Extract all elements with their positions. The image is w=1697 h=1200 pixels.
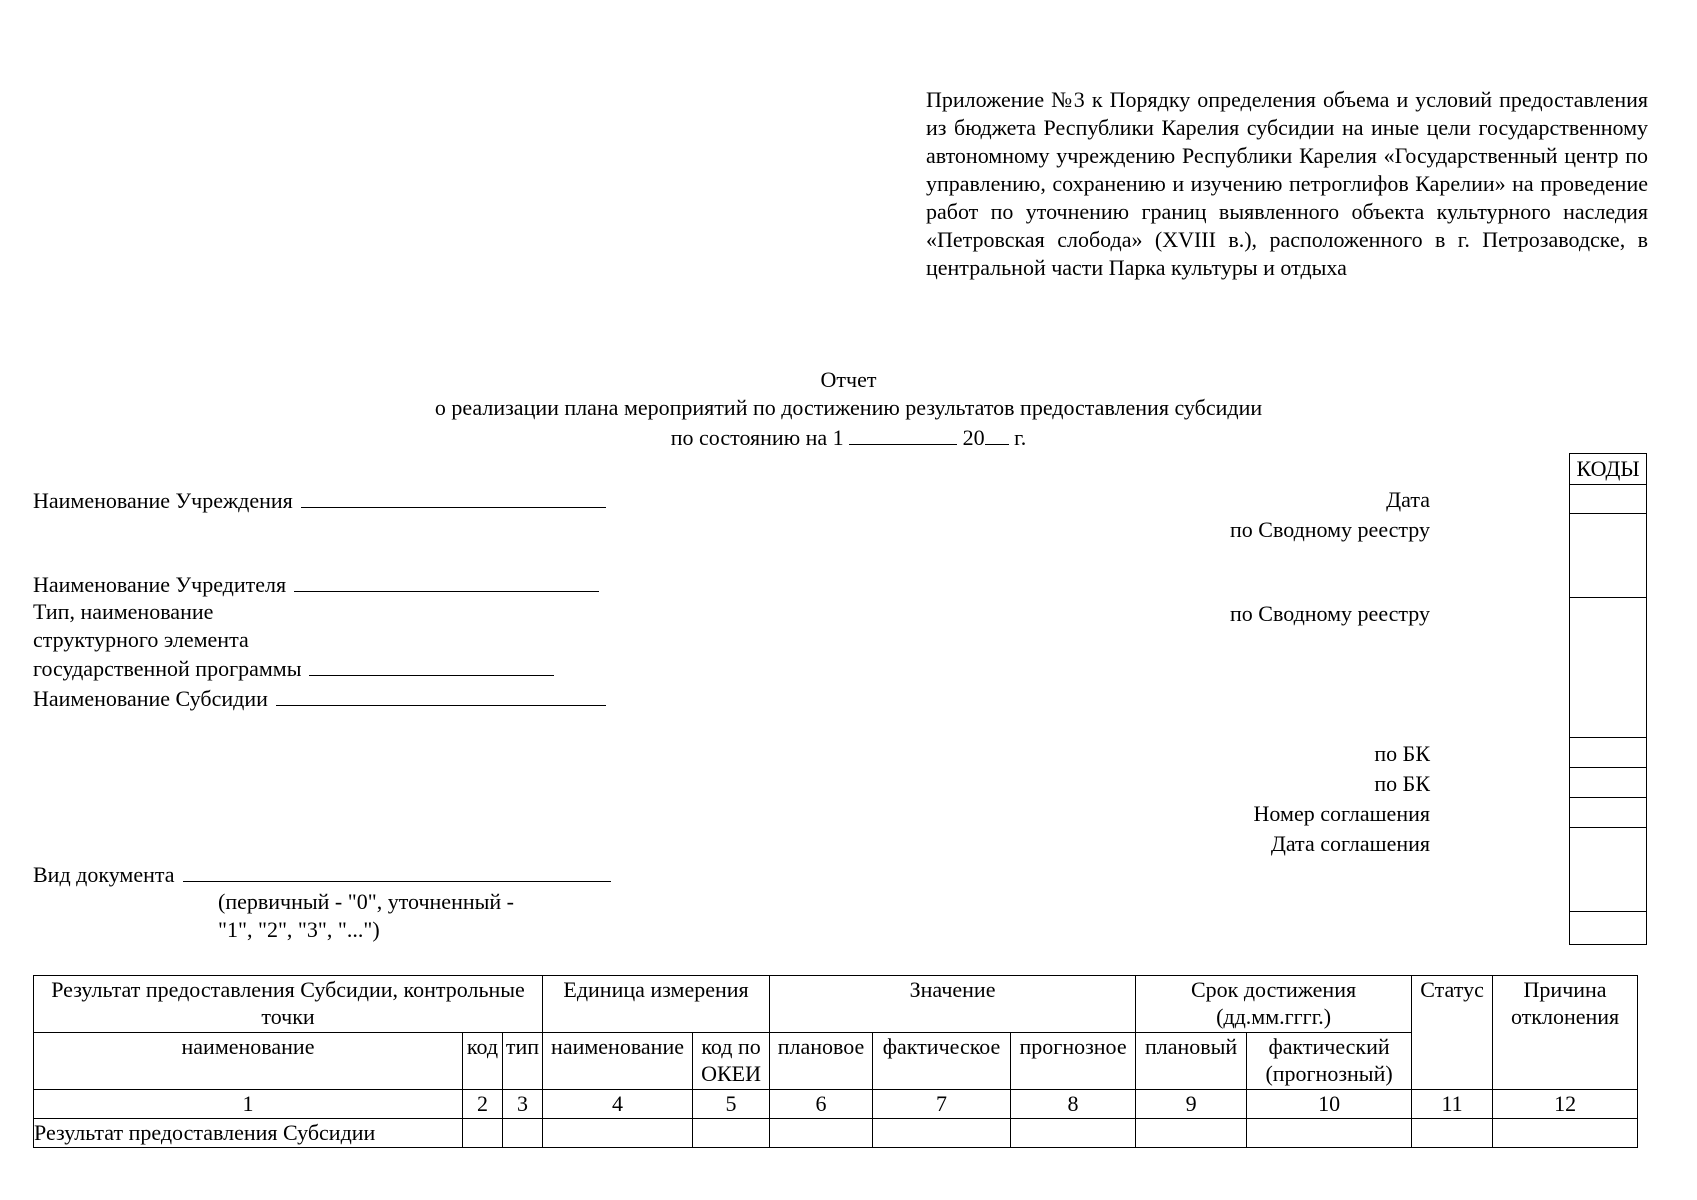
table-cell[interactable] xyxy=(463,1119,503,1148)
program-type-line-2: структурного элемента xyxy=(33,627,249,652)
program-label: государственной программы xyxy=(33,656,302,681)
table-cell[interactable] xyxy=(1136,1119,1247,1148)
table-cell[interactable] xyxy=(1011,1119,1136,1148)
column-number: 6 xyxy=(770,1090,873,1119)
code-cell-agreement-number[interactable] xyxy=(1570,798,1646,828)
title-year-prefix: 20 xyxy=(962,425,985,450)
table-cell[interactable] xyxy=(1412,1119,1493,1148)
doc-type-field xyxy=(33,860,611,889)
title-line-1: Отчет xyxy=(820,367,877,392)
results-table xyxy=(33,975,1638,1148)
table-row xyxy=(34,1119,1638,1148)
code-cell-registry-2[interactable] xyxy=(1570,598,1646,738)
date-year-blank[interactable] xyxy=(985,422,1009,445)
registry-label-2: по Сводному реестру xyxy=(1230,601,1430,626)
code-cell-registry-1[interactable] xyxy=(1570,514,1646,598)
date-month-blank[interactable] xyxy=(849,422,957,445)
institution-label: Наименование Учреждения xyxy=(33,488,293,513)
registry-label-1: по Сводному реестру xyxy=(1230,517,1430,542)
table-cell[interactable] xyxy=(770,1119,873,1148)
code-cell-agreement-date[interactable] xyxy=(1570,828,1646,912)
table-cell[interactable] xyxy=(503,1119,543,1148)
title-line-2: о реализации плана мероприятий по достижению результатов предоставления субсидии xyxy=(434,395,1263,420)
code-cell-doc-type[interactable] xyxy=(1570,912,1646,943)
codes-column xyxy=(1569,453,1647,945)
doc-type-input-line[interactable] xyxy=(183,860,611,882)
subheader-name: наименование xyxy=(34,1033,463,1090)
title-date-prefix: по состоянию на 1 xyxy=(670,425,844,450)
subheader-type: тип xyxy=(503,1033,543,1090)
column-number: 11 xyxy=(1412,1090,1493,1119)
founder-field xyxy=(33,570,599,599)
bk-label-1: по БК xyxy=(1374,741,1430,766)
column-number: 10 xyxy=(1247,1090,1412,1119)
institution-input-line[interactable] xyxy=(301,486,606,508)
doc-type-hint-1: (первичный - "0", уточненный - xyxy=(218,889,514,914)
codes-header: КОДЫ xyxy=(1570,454,1646,485)
subheader-code: код xyxy=(463,1033,503,1090)
header-result: Результат предоставления Субсидии, контрольные точки xyxy=(34,976,543,1033)
column-number: 7 xyxy=(873,1090,1011,1119)
subheader-planned: плановое xyxy=(770,1033,873,1090)
column-number: 3 xyxy=(503,1090,543,1119)
program-input-line[interactable] xyxy=(309,654,554,676)
subheader-forecast: прогнозное xyxy=(1011,1033,1136,1090)
row-result-label: Результат предоставления Субсидии xyxy=(34,1119,463,1148)
header-unit: Единица измерения xyxy=(543,976,770,1033)
header-status: Статус xyxy=(1412,976,1493,1090)
doc-type-hint-2: "1", "2", "3", "...") xyxy=(218,917,380,942)
code-cell-bk-2[interactable] xyxy=(1570,768,1646,798)
institution-field xyxy=(33,486,606,515)
subheader-okei: код по ОКЕИ xyxy=(693,1033,770,1090)
bk-label-2: по БК xyxy=(1374,771,1430,796)
column-number: 9 xyxy=(1136,1090,1247,1119)
subheader-deadline-actual: фактический (прогнозный) xyxy=(1247,1033,1412,1090)
subsidy-input-line[interactable] xyxy=(276,684,606,706)
column-number: 2 xyxy=(463,1090,503,1119)
agreement-date-label: Дата соглашения xyxy=(1270,831,1430,856)
subsidy-field xyxy=(33,684,606,713)
column-number: 12 xyxy=(1493,1090,1638,1119)
column-number: 8 xyxy=(1011,1090,1136,1119)
date-label: Дата xyxy=(1386,487,1430,512)
appendix-text: Приложение №3 к Порядку определения объема и условий предоставления из бюджета Республики Карелия субсидии на иные цели государственному автономному учреждению Республики Карелия «Государственный центр по управлению, сохранению и изучению петроглифов Карелии» на проведение работ по уточнению границ выявленного объекта культурного наследия «Петровская слобода» (XVIII в.), расположенного в г. Петрозаводске, в центральной части Парка культуры и отдыха xyxy=(926,87,1648,280)
column-number: 5 xyxy=(693,1090,770,1119)
column-number: 1 xyxy=(34,1090,463,1119)
table-cell[interactable] xyxy=(1493,1119,1638,1148)
program-type-line-1: Тип, наименование xyxy=(33,599,214,624)
program-field xyxy=(33,654,554,683)
subheader-deadline-planned: плановый xyxy=(1136,1033,1247,1090)
subsidy-label: Наименование Субсидии xyxy=(33,686,268,711)
founder-input-line[interactable] xyxy=(294,570,599,592)
header-deadline: Срок достижения (дд.мм.гггг.) xyxy=(1136,976,1412,1033)
code-cell-date[interactable] xyxy=(1570,484,1646,514)
subheader-actual: фактическое xyxy=(873,1033,1011,1090)
code-cell-bk-1[interactable] xyxy=(1570,738,1646,768)
title-line-3 xyxy=(0,422,1697,452)
doc-type-label: Вид документа xyxy=(33,862,175,887)
table-cell[interactable] xyxy=(693,1119,770,1148)
table-cell[interactable] xyxy=(543,1119,693,1148)
table-cell[interactable] xyxy=(1247,1119,1412,1148)
column-number: 4 xyxy=(543,1090,693,1119)
table-cell[interactable] xyxy=(873,1119,1011,1148)
title-year-suffix: г. xyxy=(1014,425,1027,450)
subheader-unit-name: наименование xyxy=(543,1033,693,1090)
agreement-number-label: Номер соглашения xyxy=(1253,801,1430,826)
founder-label: Наименование Учредителя xyxy=(33,572,287,597)
report-title xyxy=(0,366,1697,452)
header-reason: Причина отклонения xyxy=(1493,976,1638,1090)
header-value: Значение xyxy=(770,976,1136,1033)
